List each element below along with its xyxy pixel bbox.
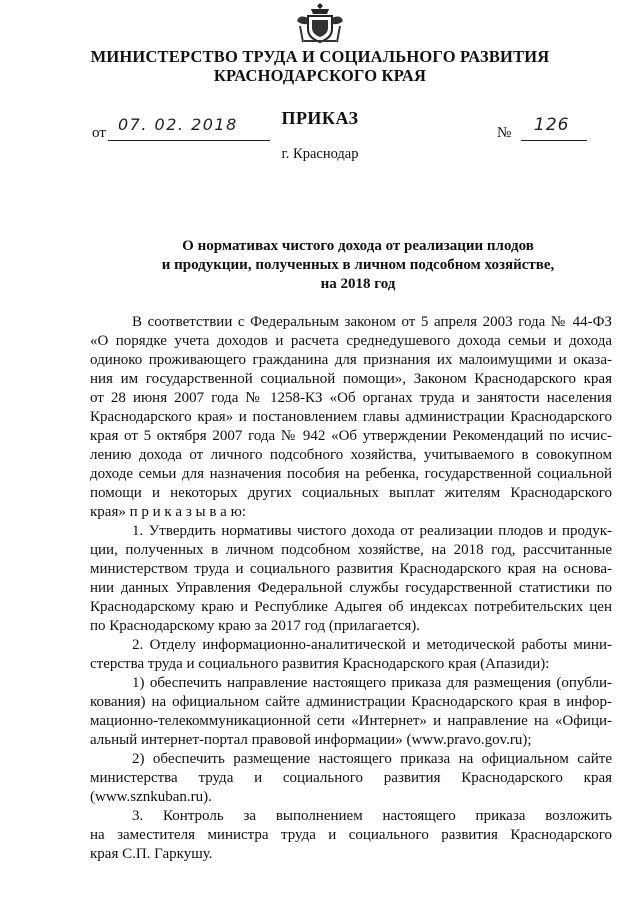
handwritten-date: 07. 02. 2018 <box>118 115 238 134</box>
body-line: на заместителя министра труда и социального развития Краснодарского <box>90 827 612 843</box>
body-line: края» п р и к а з ы в а ю: <box>90 504 246 520</box>
city-label: г. Краснодар <box>281 146 359 162</box>
body-line: В соответствии с Федеральным законом от 5 апреля 2003 года № 44-ФЗ <box>132 314 612 330</box>
body-line: доходе семьи для назначения пособия на ребенка, государственной социальной <box>90 466 612 482</box>
ministry-name-line-1: МИНИСТЕРСТВО ТРУДА И СОЦИАЛЬНОГО РАЗВИТИЯ <box>90 47 550 66</box>
body-line: Краснодарскому краю и Республике Адыгея об индексах потребительских цен <box>90 599 612 615</box>
body-line: края от 5 октября 2007 года № 942 «Об утверждении Рекомендаций по исчис- <box>90 428 612 444</box>
number-label: № <box>497 125 512 141</box>
body-line: от 28 июня 2007 года № 1258-КЗ «Об органах труда и занятости населения <box>90 390 612 406</box>
body-line: по Краснодарскому краю за 2017 год (прилагается). <box>90 618 421 634</box>
body-line: нии данных Управления Федеральной службы государственной статистики по <box>90 580 612 596</box>
body-line: лению дохода от личного подсобного хозяйства, учитываемого в совокупном <box>90 447 612 463</box>
ministry-name-line-2: КРАСНОДАРСКОГО КРАЯ <box>213 66 427 85</box>
handwritten-order-number: 126 <box>534 115 570 135</box>
body-line: одиноко проживающего гражданина для признания их малоимущими и оказа- <box>90 352 612 368</box>
body-line: 1) обеспечить направление настоящего приказа для размещения (опубли- <box>132 675 612 691</box>
body-line: края С.П. Гаркушу. <box>90 846 213 862</box>
krasnodar-coat-of-arms-icon <box>294 0 346 44</box>
date-label: от <box>92 125 106 141</box>
number-underline <box>521 140 587 141</box>
body-line: помощи и некоторых других социальных выплат жителям Краснодарского <box>90 485 612 501</box>
body-line: мационно-телекоммуникационной сети «Интернет» и направление на «Офици- <box>90 713 612 729</box>
date-underline <box>108 140 270 141</box>
body-line: министерством труда и социального развития Краснодарского края на основа- <box>90 561 612 577</box>
body-line: 2. Отделу информационно-аналитической и методической работы мини- <box>132 637 612 653</box>
body-line: стерства труда и социального развития Краснодарского края (Апазиди): <box>90 656 550 672</box>
body-line: министерства труда и социального развития Краснодарского края <box>90 770 612 786</box>
body-line: альный интернет-портал правовой информации» (www.pravo.gov.ru); <box>90 732 532 748</box>
body-line: ции, полученных в личном подсобном хозяйстве, на 2018 год, рассчитанные <box>90 542 612 558</box>
body-line: «О порядке учета доходов и расчета среднедушевого дохода семьи и дохода <box>90 333 612 349</box>
body-line: Краснодарского края» и постановлением главы администрации Краснодарского <box>90 409 612 425</box>
body-line: 3. Контроль за выполнением настоящего приказа возложить <box>132 808 612 824</box>
order-subject-line-3: на 2018 год <box>320 276 396 292</box>
order-subject-line-1: О нормативах чистого дохода от реализации плодов <box>182 238 534 254</box>
body-line: (www.sznkuban.ru). <box>90 789 212 805</box>
body-line: ния им государственной социальной помощи», Законом Краснодарского края <box>90 371 612 387</box>
order-subject-line-2: и продукции, полученных в личном подсобном хозяйстве, <box>161 257 555 273</box>
body-line: 1. Утвердить нормативы чистого дохода от реализации плодов и продук- <box>132 523 612 539</box>
body-line: кования) на официальном сайте администрации Краснодарского края в инфор- <box>90 694 612 710</box>
body-line: 2) обеспечить размещение настоящего приказа на официальном сайте <box>132 751 612 767</box>
order-title: ПРИКАЗ <box>281 108 359 128</box>
